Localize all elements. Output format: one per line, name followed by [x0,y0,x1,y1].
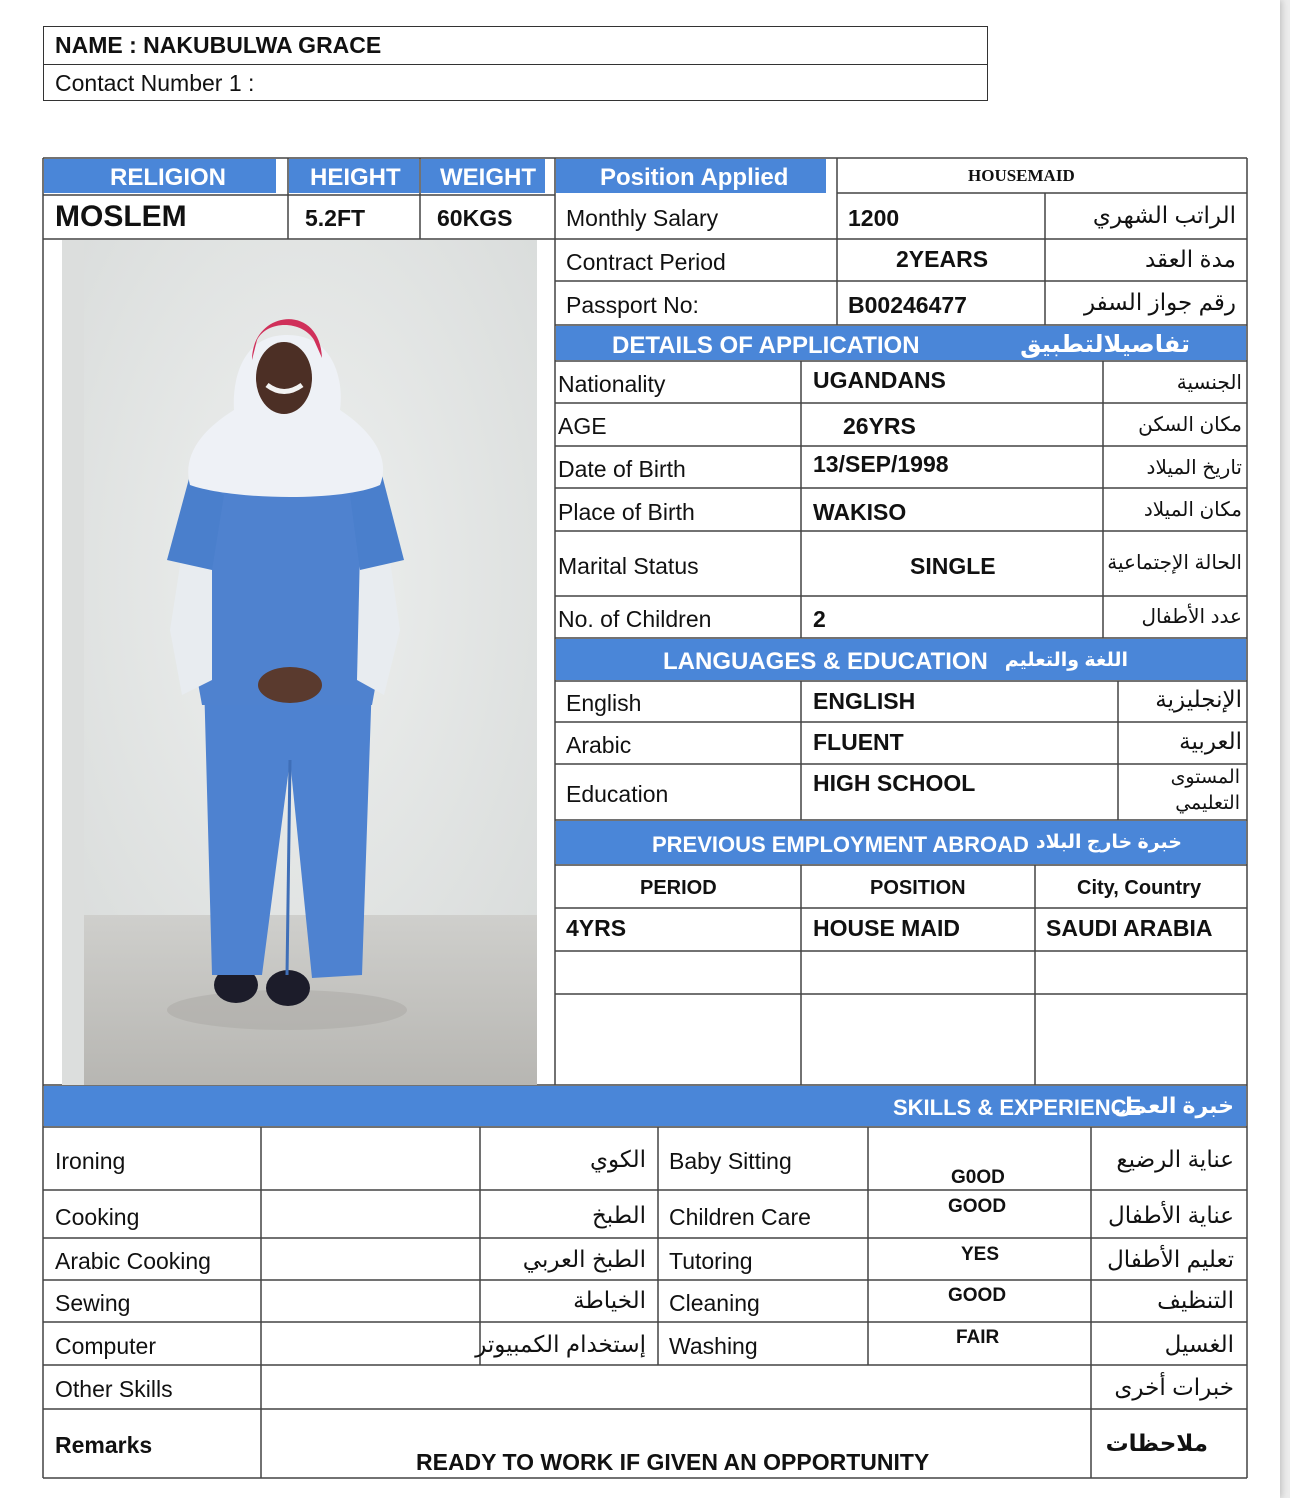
arabic-value: FLUENT [813,729,904,755]
skills-title-arabic: خبرة العمل [1113,1093,1234,1118]
remarks-label: Remarks [55,1432,153,1458]
candidate-name: NAME : NAKUBULWA GRACE [55,32,382,58]
passport-value: B00246477 [848,292,967,318]
skill-sewing-arabic: الخياطة [573,1287,646,1313]
remarks-value: READY TO WORK IF GIVEN AN OPPORTUNITY [416,1449,930,1475]
skill-sewing: Sewing [55,1290,131,1316]
city-country-header: City, Country [1077,877,1202,899]
pob-label: Place of Birth [558,499,695,525]
contract-value: 2YEARS [896,246,989,272]
passport-label: Passport No: [566,292,699,318]
arabic-label: Arabic [566,732,632,758]
religion-title: RELIGION [110,164,227,191]
dob-arabic: تاريخ الميلاد [1146,457,1242,479]
children-value: 2 [813,606,826,632]
skill-children-care: Children Care [669,1204,811,1230]
age-value: 26YRS [843,413,916,439]
age-label: AGE [558,413,607,439]
skill-washing-value: FAIR [956,1327,1000,1348]
position-column-header: POSITION [870,877,966,899]
weight-title: WEIGHT [440,164,536,191]
employment-location: SAUDI ARABIA [1046,915,1213,941]
skill-computer-arabic: إستخدام الكمبيوتر [475,1331,646,1357]
education-label: Education [566,781,669,807]
skill-tutoring: Tutoring [669,1248,753,1274]
skill-children-care-arabic: عناية الأطفال [1108,1202,1234,1228]
religion-value: MOSLEM [55,200,187,233]
marital-value: SINGLE [910,553,996,579]
children-label: No. of Children [558,606,712,632]
skill-cleaning-value: GOOD [948,1285,1007,1306]
employment-title: PREVIOUS EMPLOYMENT ABROAD [652,832,1029,857]
details-title-arabic: تفاصيلالتطبيق [1020,331,1190,358]
salary-label: Monthly Salary [566,205,719,231]
height-value: 5.2FT [305,205,366,231]
dob-value: 13/SEP/1998 [813,451,949,477]
skill-ironing-arabic: الكوي [590,1146,646,1172]
marital-label: Marital Status [558,553,699,579]
skill-arabic-cooking-arabic: الطبخ العربي [522,1246,646,1272]
weight-value: 60KGS [437,205,513,231]
employment-period: 4YRS [566,915,627,941]
salary-arabic: الراتب الشهري [1092,202,1236,228]
employment-position: HOUSE MAID [813,915,960,941]
passport-arabic: رقم جواز السفر [1083,289,1236,315]
position-title: Position Applied [600,164,789,191]
remarks-arabic: ملاحظات [1105,1430,1208,1456]
skill-tutoring-value: YES [961,1244,1000,1265]
education-value: HIGH SCHOOL [813,770,976,796]
languages-title: LANGUAGES & EDUCATION [663,648,988,675]
languages-title-arabic: اللغة والتعليم [1004,650,1128,671]
marital-arabic: الحالة الإجتماعية [1107,552,1242,574]
skills-title: SKILLS & EXPERIENCE [893,1095,1142,1120]
nationality-arabic: الجنسية [1176,372,1242,394]
skill-baby-sitting-value: G0OD [951,1167,1005,1188]
age-arabic: مكان السكن [1138,414,1242,436]
skill-cooking: Cooking [55,1204,140,1230]
candidate-photo [62,240,537,1085]
other-skills-label: Other Skills [55,1376,173,1402]
english-value: ENGLISH [813,688,916,714]
english-label: English [566,690,642,716]
contact-number: Contact Number 1 : [55,70,255,96]
nationality-value: UGANDANS [813,367,946,393]
skill-ironing: Ironing [55,1148,126,1174]
education-arabic-2: التعليمي [1175,793,1240,814]
skill-baby-sitting-arabic: عناية الرضيع [1116,1146,1234,1172]
skill-computer: Computer [55,1333,156,1359]
skill-tutoring-arabic: تعليم الأطفال [1107,1246,1234,1272]
skill-arabic-cooking: Arabic Cooking [55,1248,211,1274]
skill-washing-arabic: الغسيل [1164,1331,1234,1357]
contract-arabic: مدة العقد [1144,246,1236,272]
other-skills-arabic: خبرات أخرى [1114,1374,1234,1400]
skill-children-care-value: GOOD [948,1196,1007,1217]
pob-value: WAKISO [813,499,907,525]
skill-cleaning: Cleaning [669,1290,760,1316]
height-title: HEIGHT [310,164,401,191]
skill-washing: Washing [669,1333,758,1359]
salary-value: 1200 [848,205,900,231]
contract-label: Contract Period [566,249,726,275]
skill-cleaning-arabic: التنظيف [1157,1287,1234,1313]
position-value: HOUSEMAID [968,166,1075,185]
english-arabic: الإنجليزية [1155,686,1242,712]
education-arabic-1: المستوى [1170,767,1240,788]
employment-title-arabic: خبرة خارج البلاد [1035,832,1182,853]
period-header: PERIOD [640,877,717,899]
skill-baby-sitting: Baby Sitting [669,1148,792,1174]
skill-cooking-arabic: الطبخ [591,1202,646,1228]
nationality-label: Nationality [558,371,666,397]
arabic-arabic: العربية [1179,728,1242,754]
details-title: DETAILS OF APPLICATION [612,332,920,359]
pob-arabic: مكان الميلاد [1143,499,1242,521]
dob-label: Date of Birth [558,456,686,482]
children-arabic: عدد الأطفال [1141,606,1242,628]
